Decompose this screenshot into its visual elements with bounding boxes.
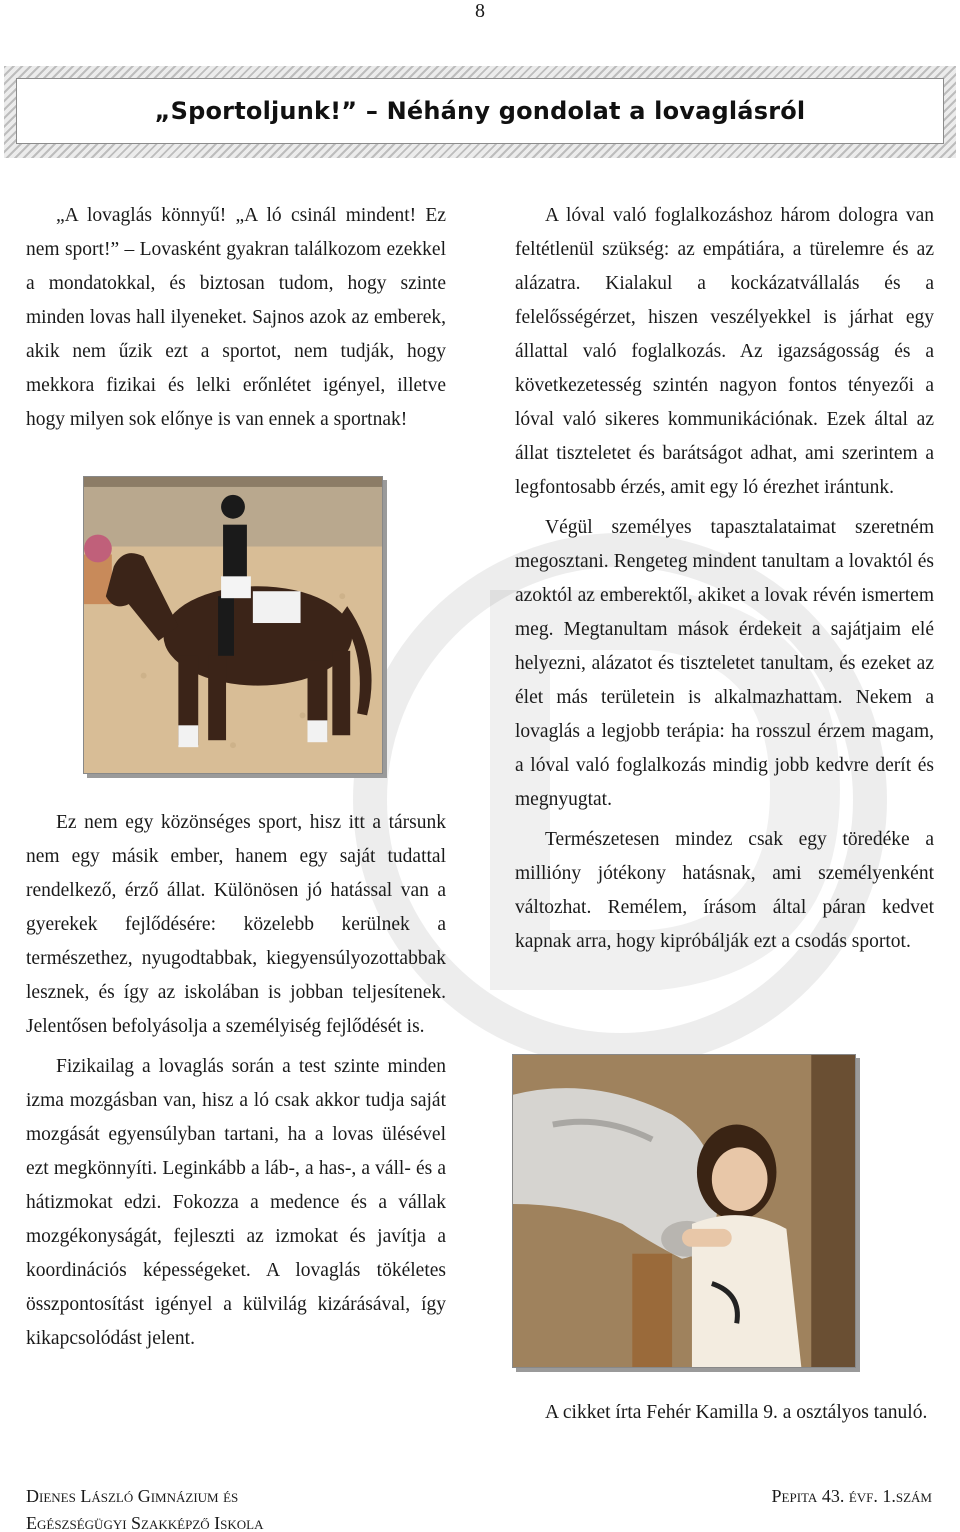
paragraph-conclusion: Természetesen mindez csak egy töredéke a millióny jótékony hatásnak, ami személyenként változhat. Remélem, írásom által páran kedvet kapnak arra, hogy kipróbálják ezt a csodás sportot. <box>515 829 934 952</box>
left-column <box>26 199 446 437</box>
dressage-rider-photo-icon <box>84 477 382 773</box>
paragraph-physical: Fizikailag a lovaglás során a test szinte minden izma mozgásban van, hisz a ló csak akkor tudja saját mozgását egyensúlyban tartani, ha a lovas ülésével ezt megkönnyíti. Leginkább a láb-, a has-, a váll- és a hátizmokat edzi. Fokozza a medence és a vállak mozgékonyságát, fejleszti az izmokat és javítja a koordinációs képességeket. A lovaglás tökéletes összpontosítást igényel a külvilág kizárásával, így kikapcsolódást jelent. <box>26 1056 446 1349</box>
paragraph-empathy: A lóval való foglalkozáshoz három dologra van feltétlenül szükség: az empátiára, a türelemre és az alázatra. Kialakul a kockázatvállalás és a felelősségérzet, hiszen veszélyekkel is járhat egy állattal való foglalkozás. Az igazságosság és a következetesség szintén nagyon fontos tényezői a lóval való sikeres kommunikációnak. Ezek által az állat tiszteletet és barátságot adhat, ami szerintem a legfontosabb érzés, amit egy ló érezhet irántunk. <box>515 205 934 498</box>
paragraph-animal: Ez nem egy közönséges sport, hisz itt a társunk nem egy másik ember, hanem egy saját tudattal rendelkező, érző állat. Különösen jó hatással van a gyerekek fejlődésére: közelebb kerülnek a természethez, nyugodtabbak, kiegyensúlyozottabbak lesznek, és így az iskolában is jobban teljesítenek. Jelentősen befolyásolja a személyiség fejlődését is. <box>26 812 446 1037</box>
footer-school <box>26 1483 264 1532</box>
girl-hugging-horse-photo-icon <box>513 1055 855 1367</box>
footer-issue-text: Pepita 43. évf. 1.szám <box>771 1486 932 1506</box>
footer-school-line1: Dienes László Gimnázium és <box>26 1486 239 1506</box>
girl-hugging-horse-photo <box>512 1054 856 1368</box>
footer-issue <box>772 1483 932 1510</box>
intro-paragraph: „A lovaglás könnyű! „A ló csinál mindent! Ez nem sport!” – Lovasként gyakran találkozom ezekkel a mondatokkal, és biztosan tudom, hogy szinte minden lovas hall ilyeneket. Sajnos azok az emberek, akik nem űzik ezt a sportot, nem tudják, hogy mekkora fizikai és lelki erőnlétet igényel, illetve hogy milyen sok előnye is van ennek a sportnak! <box>26 205 446 430</box>
author-byline: A cikket írta Fehér Kamilla 9. a osztályos tanuló. <box>545 1402 928 1423</box>
paragraph-personal: Végül személyes tapasztalataimat szeretném megosztani. Rengeteg mindent tanultam a lovaktól és azoktól az emberektől, akiket a lovak révén ismertem meg. Megtanultam mások érdekeit a sajátjaim elé helyezni, alázatot és tiszteletet tanultam, és ezeket az élet más területein is alkalmazhattam. Nekem a lovaglás a legjobb terápia: ha rosszul érzem magam, a lóval való foglalkozás mindig jobb kedvre derít és megnyugtat. <box>515 517 934 810</box>
left-column-lower <box>26 806 446 1356</box>
article-title: „Sportoljunk!” – Néhány gondolat a lovaglásról <box>154 97 806 125</box>
right-column <box>515 199 934 959</box>
title-box <box>16 78 944 144</box>
title-banner <box>4 66 956 158</box>
footer-school-line2: Egészségügyi Szakképző Iskola <box>26 1513 264 1532</box>
page-number: 8 <box>475 0 485 22</box>
dressage-rider-photo <box>83 476 383 774</box>
